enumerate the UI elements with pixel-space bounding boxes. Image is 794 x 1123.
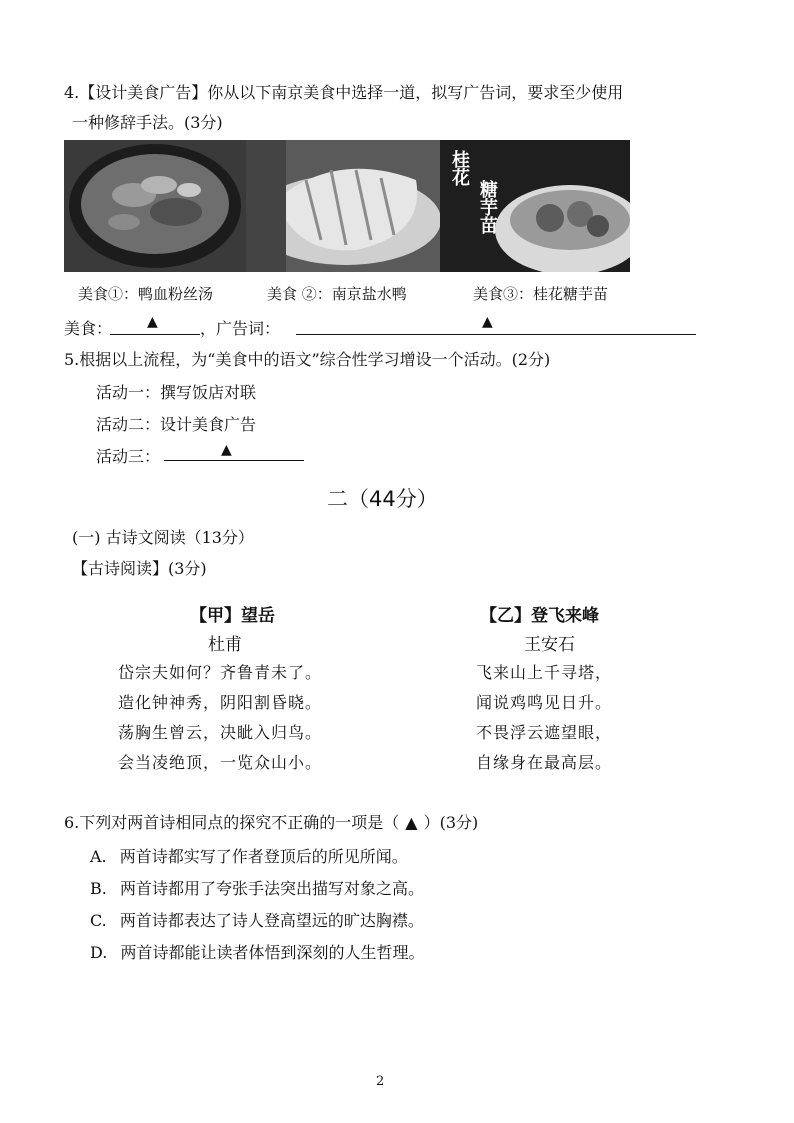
page-number: 2 (376, 1074, 385, 1089)
poem-2-line: 闻说鸡鸣见日升。 (476, 693, 613, 712)
poem-2-author: 王安石 (524, 635, 575, 655)
option-letter: D. (90, 943, 108, 962)
q5-marker: ▲ (221, 442, 232, 458)
q5-activity-3-blank[interactable] (164, 460, 304, 461)
photo-osmanthus-taro (440, 140, 630, 272)
q4-food-label: 美食： (64, 319, 113, 338)
q5-activity-1: 活动一：撰写饭店对联 (96, 383, 257, 402)
q6-option-d[interactable] (90, 940, 424, 963)
q5-activity-2: 活动二：设计美食广告 (96, 415, 257, 434)
q4-food-marker: ▲ (147, 314, 158, 330)
option-text: 两首诗都表达了诗人登高望远的旷达胸襟。 (119, 911, 424, 930)
section-title: 二（44分） (327, 487, 438, 511)
photo-duck-blood-soup (64, 140, 246, 272)
option-text: 两首诗都能让读者体悟到深刻的人生哲理。 (120, 943, 425, 962)
q5-activity-3: 活动三： (96, 447, 161, 466)
q6-prompt (64, 810, 478, 833)
q6-option-a[interactable] (90, 844, 408, 867)
poem-2-line: 不畏浮云遮望眼， (476, 723, 613, 742)
q4-prompt-line2: 一种修辞手法。(3分) (72, 113, 223, 132)
option-letter: B. (90, 879, 107, 898)
option-text: 两首诗都用了夸张手法突出描写对象之高。 (119, 879, 424, 898)
photo-salted-duck (246, 140, 440, 272)
poem-1-line: 岱宗夫如何？齐鲁青未了。 (118, 663, 323, 682)
subsection-poem-reading: 【古诗阅读】(3分) (72, 559, 207, 578)
q6-answer-marker[interactable]: ▲ (405, 813, 418, 832)
caption-food-3: 美食③：桂花糖芋苗 (473, 285, 609, 303)
q6-prompt-before: 6.下列对两首诗相同点的探究不正确的一项是（ (64, 813, 400, 832)
q6-option-c[interactable] (90, 908, 424, 931)
poem-2-line: 飞来山上千寻塔， (476, 663, 613, 682)
caption-food-2: 美食 ②：南京盐水鸭 (267, 285, 407, 303)
photo-overlay-word2: 糖芋苗 (477, 180, 498, 234)
poem-1-line: 造化钟神秀，阴阳割昏晓。 (118, 693, 323, 712)
q5-prompt: 5.根据以上流程，为“美食中的语文”综合性学习增设一个活动。(2分) (64, 350, 551, 369)
q4-ad-label: ，广告词： (200, 319, 281, 338)
option-letter: C. (90, 911, 107, 930)
poem-2-title: 【乙】登飞来峰 (480, 606, 599, 626)
q6-prompt-after: ）(3分) (423, 813, 479, 832)
poem-1-line: 荡胸生曾云，决眦入归鸟。 (118, 723, 323, 742)
poem-1-title: 【甲】望岳 (190, 606, 275, 626)
poem-2-line: 自缘身在最高层。 (476, 753, 613, 772)
q4-ad-blank[interactable] (296, 334, 696, 335)
poem-1-author: 杜甫 (208, 635, 242, 655)
caption-food-1: 美食①：鸭血粉丝汤 (78, 285, 214, 303)
poem-1-line: 会当凌绝顶，一览众山小。 (118, 753, 323, 772)
option-text: 两首诗都实写了作者登顶后的所见所闻。 (119, 847, 408, 866)
option-letter: A. (90, 847, 107, 866)
q4-ad-marker: ▲ (482, 314, 493, 330)
q4-prompt-line1: 4.【设计美食广告】你从以下南京美食中选择一道，拟写广告词，要求至少使用 (64, 83, 624, 102)
q4-food-blank[interactable] (110, 334, 200, 335)
subsection-ancient-poetry: (一) 古诗文阅读（13分） (72, 528, 254, 547)
q6-option-b[interactable] (90, 876, 424, 899)
photo-overlay-word1: 桂花 (449, 150, 470, 186)
